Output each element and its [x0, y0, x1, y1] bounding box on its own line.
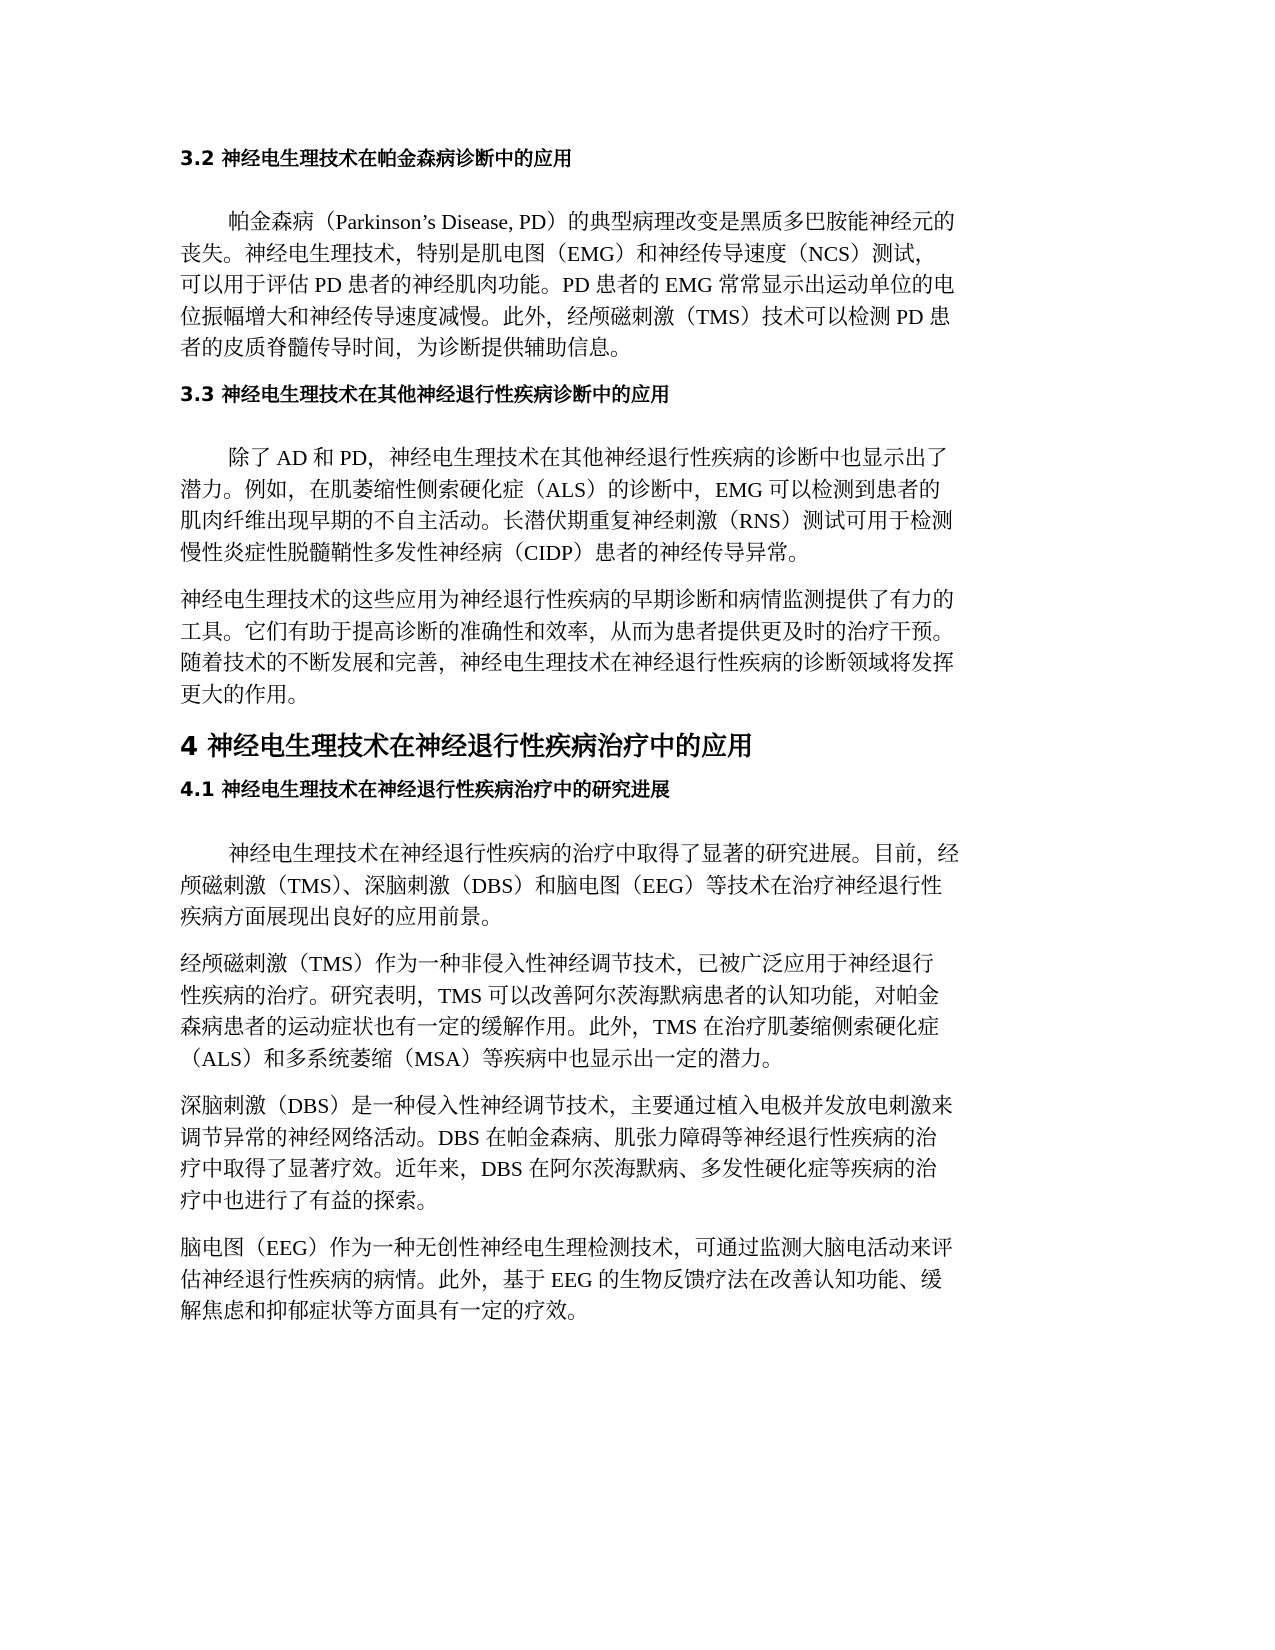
- paragraph-3-3-1: [180, 443, 1040, 569]
- text-line: 工具。它们有助于提高诊断的准确性和效率，从而为患者提供更及时的治疗干预。: [180, 619, 955, 644]
- text-line: 可以用于评估 PD 患者的神经肌肉功能。PD 患者的 EMG 常常显示出运动单位的电: [180, 273, 955, 297]
- text-line: 疗中也进行了有益的探索。: [180, 1188, 439, 1213]
- text-line: 经颅磁刺激（TMS）作为一种非侵入性神经调节技术，已被广泛应用于神经退行: [180, 952, 934, 976]
- paragraph-3-2-1: [180, 207, 1040, 365]
- paragraph-4-1-2: [180, 949, 1040, 1075]
- paragraph-4-1-3: [180, 1091, 1040, 1217]
- section-heading-3-2: 3.2 神经电生理技术在帕金森病诊断中的应用: [180, 147, 573, 170]
- text-line: 潜力。例如，在肌萎缩性侧索硬化症（ALS）的诊断中，EMG 可以检测到患者的: [180, 477, 941, 502]
- text-line: 估神经退行性疾病的病情。此外，基于 EEG 的生物反馈疗法在改善认知功能、缓: [180, 1267, 943, 1292]
- text-line: 疗中取得了显著疗效。近年来，DBS 在阿尔茨海默病、多发性硬化症等疾病的治: [180, 1157, 937, 1181]
- section-heading-4: 4 神经电生理技术在神经退行性疾病治疗中的应用: [180, 732, 754, 762]
- text-line: 调节异常的神经网络活动。DBS 在帕金森病、肌张力障碍等神经退行性疾病的治: [180, 1125, 937, 1150]
- text-line: 除了 AD 和 PD，神经电生理技术在其他神经退行性疾病的诊断中也显示出了: [228, 446, 948, 470]
- text-line: 性疾病的治疗。研究表明，TMS 可以改善阿尔茨海默病患者的认知功能，对帕金: [180, 983, 940, 1008]
- text-line: 更大的作用。: [180, 682, 310, 707]
- text-line: （ALS）和多系统萎缩（MSA）等疾病中也显示出一定的潜力。: [180, 1046, 784, 1071]
- text-line: 神经电生理技术在神经退行性疾病的治疗中取得了显著的研究进展。目前，经: [228, 842, 960, 866]
- paragraph-4-1-1: [180, 839, 1040, 934]
- text-line: 脑电图（EEG）作为一种无创性神经电生理检测技术，可通过监测大脑电活动来评: [180, 1236, 953, 1260]
- paragraph-4-1-4: [180, 1233, 1040, 1328]
- text-line: 解焦虑和抑郁症状等方面具有一定的疗效。: [180, 1299, 589, 1323]
- text-line: 位振幅增大和神经传导速度减慢。此外，经颅磁刺激（TMS）技术可以检测 PD 患: [180, 304, 951, 329]
- text-line: 随着技术的不断发展和完善，神经电生理技术在神经退行性疾病的诊断领域将发挥: [180, 651, 955, 675]
- text-line: 颅磁刺激（TMS）、深脑刺激（DBS）和脑电图（EEG）等技术在治疗神经退行性: [180, 873, 943, 898]
- section-heading-4-1: 4.1 神经电生理技术在神经退行性疾病治疗中的研究进展: [180, 778, 670, 801]
- text-line: 肌肉纤维出现早期的不自主活动。长潜伏期重复神经刺激（RNS）测试可用于检测: [180, 509, 953, 533]
- paragraph-3-3-2: [180, 585, 1040, 711]
- text-line: 慢性炎症性脱髓鞘性多发性神经病（CIDP）患者的神经传导异常。: [180, 540, 810, 565]
- text-line: 森病患者的运动症状也有一定的缓解作用。此外，TMS 在治疗肌萎缩侧索硬化症: [180, 1015, 940, 1039]
- text-line: 丧失。神经电生理技术，特别是肌电图（EMG）和神经传导速度（NCS）测试，: [180, 241, 937, 266]
- text-line: 神经电生理技术的这些应用为神经退行性疾病的早期诊断和病情监测提供了有力的: [180, 588, 955, 612]
- section-heading-3-3: 3.3 神经电生理技术在其他神经退行性疾病诊断中的应用: [180, 383, 670, 406]
- text-line: 者的皮质脊髓传导时间，为诊断提供辅助信息。: [180, 336, 632, 360]
- text-line: 帕金森病（Parkinson’s Disease, PD）的典型病理改变是黑质多巴胺能神经元的: [228, 210, 955, 234]
- text-line: 疾病方面展现出良好的应用前景。: [180, 905, 503, 929]
- text-line: 深脑刺激（DBS）是一种侵入性神经调节技术，主要通过植入电极并发放电刺激来: [180, 1094, 953, 1118]
